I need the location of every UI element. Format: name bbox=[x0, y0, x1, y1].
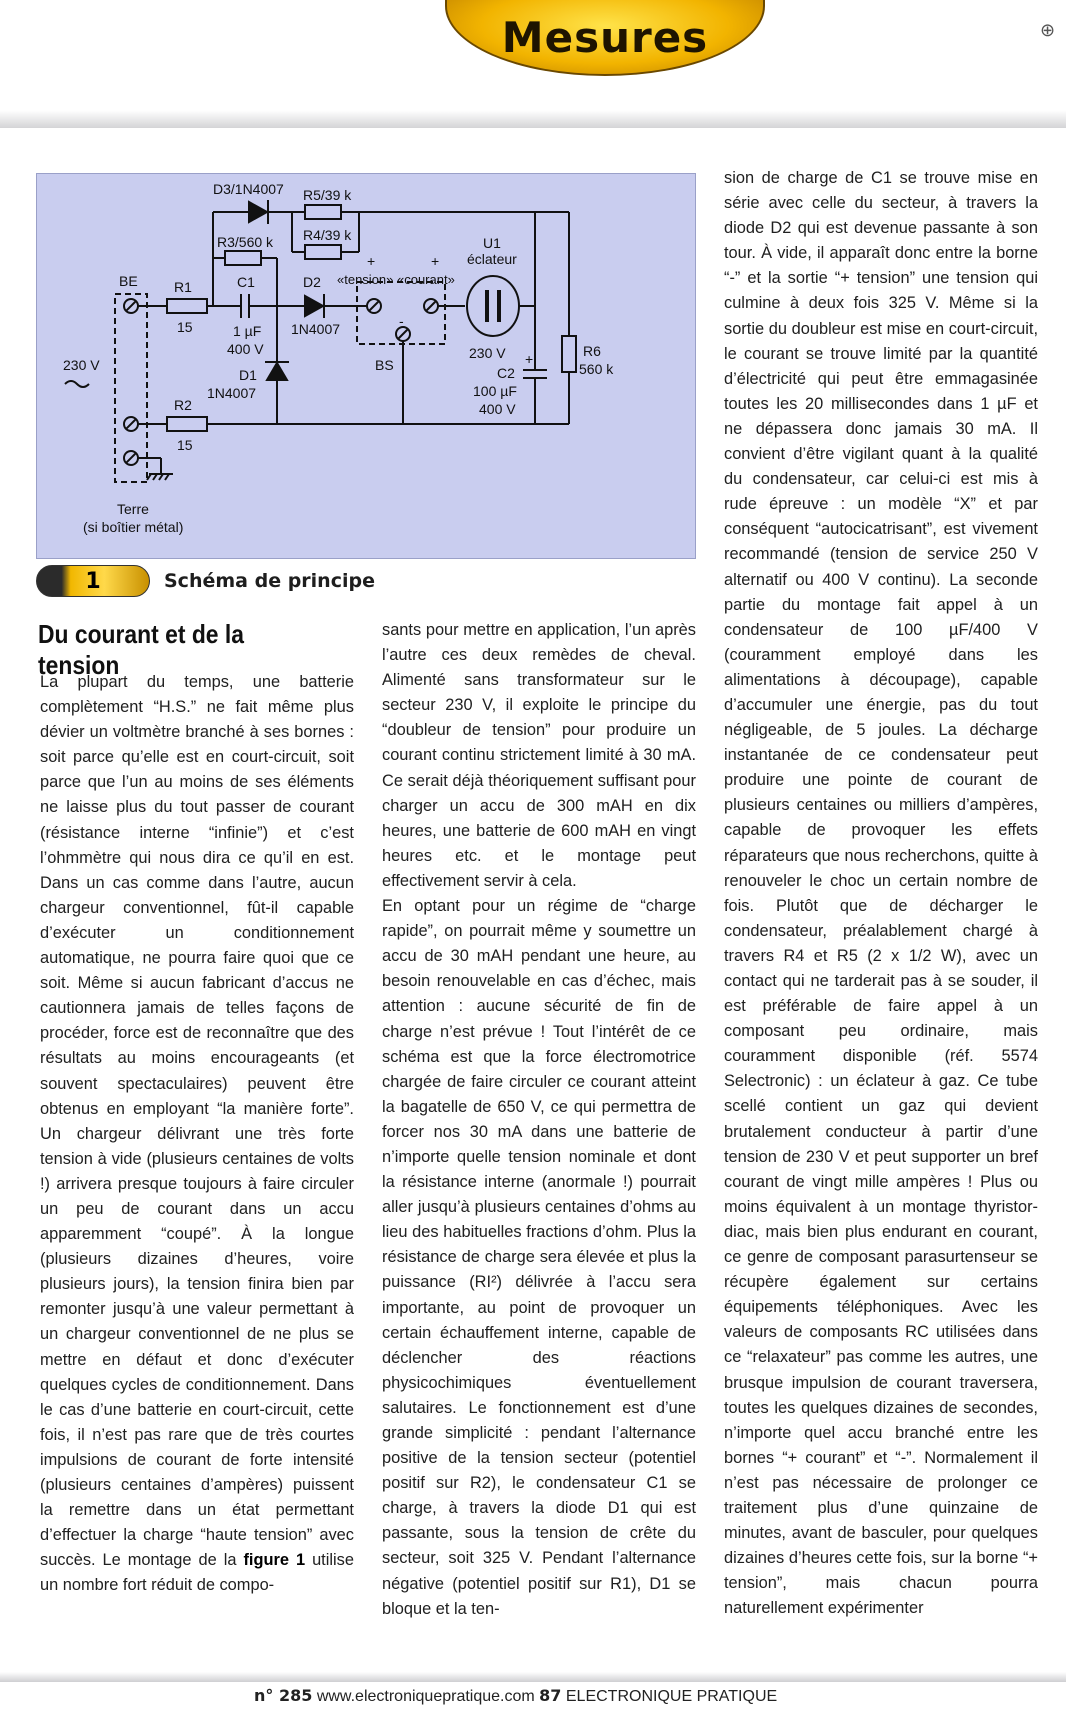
label-c2: C2 bbox=[497, 365, 515, 381]
label-r6-value: 560 k bbox=[579, 361, 614, 377]
label-d1-part: 1N4007 bbox=[207, 385, 257, 401]
footer-url: www.electroniquepratique.com bbox=[316, 1688, 535, 1705]
label-terre: Terre bbox=[117, 501, 149, 517]
label-r1-value: 15 bbox=[177, 319, 193, 335]
label-d2-part: 1N4007 bbox=[291, 321, 341, 337]
figure-number: 1 bbox=[85, 568, 101, 594]
label-tension-courant: «tension» «courant» bbox=[337, 272, 455, 287]
label-u1-voltage: 230 V bbox=[469, 345, 506, 361]
label-c1-voltage: 400 V bbox=[227, 341, 264, 357]
label-230v: 230 V bbox=[63, 357, 100, 373]
label-u1: U1 bbox=[483, 235, 501, 251]
circuit-schematic bbox=[36, 173, 696, 559]
column-2-paragraph-2: En optant pour un régime de “charge rapide”, on pourrait même y soumettre un accu de 30 mAH pendant une heure, au besoin renouvelable en cas d’échec, mais attention : aucune sécurité de fin de charge n’est prévue ! Tout l’intérêt de ce schéma est que la force électromotrice chargée de faire circuler ce courant atteint la bagatelle de 650 V, ce qui permettra de forcer nos 30 mA dans une batterie de n’importe quelle tension nominale et dont la résistance interne (anormale !) pourrait aller jusqu’à plusieurs centaines d’ohms au lieu des habituelles fractions d’ohm. Plus la résistance de charge sera élevée et plus la puissance (RI²) délivrée à l’accu sera importante, au point de provoquer un certain échauffement interne, capable de déclencher des réactions physicochimiques éventuellement salutaires. Le fonctionnement est d’une grande simplicité : pendant l’alternance positive de la tension secteur (potentiel positif sur R2), le condensateur C1 se charge, à travers la diode D1 qui est passante, sous la tension de crête du secteur, soit 325 V. Pendant l’alternance négative (potentiel positif sur R1), D1 se bloque et la ten- bbox=[382, 897, 696, 1618]
label-plus-courant: + bbox=[431, 253, 440, 269]
label-bs: BS bbox=[375, 357, 394, 373]
column-3-paragraph: sion de charge de C1 se trouve mise en série avec celle du secteur, à travers la diode D2 qui est devenue passante à son tour. À vide, il apparaît donc entre la borne “-” et la sortie “+ tension” une tension qui culmine à deux fois 325 V. Même si la sortie du doubleur est mise en court-circuit, le courant se trouve limité par la quantité d’électricité qui peut être emmagasinée toutes les 20 millisecondes dans 1 µF et ne dépassera donc jamais 30 mA. Il convient d’être vigilant quant à la qualité du condensateur, car celui-ci est mis à rude épreuve : un modèle “X” et par conséquent “autocicatrisant”, est vivement recommandé (tension de service 250 V alternatif ou 400 V continu). La seconde partie du montage fait appel à un condensateur de 100 µF/400 V (couramment employé dans les alimentations à découpage), capable d’accumuler une énergie, pas du tout négligeable, de 5 joules. La décharge instantanée de ce condensateur peut produire une pointe de courant de plusieurs centaines ou milliers d’ampères, capable de provoquer les effets réparateurs que nous recherchons, quitte à renouveler le choc un certain nombre de fois. Plutôt que de décharger le condensateur, préalablement chargé à travers R4 et R5 (2 x 1/2 W), avec un contact qui ne tarderait pas à se souder, il est préférable de faire appel à un composant peu ordinaire, mais couramment disponible (réf. 5574 Selectronic) : un éclateur à gaz. Ce tube scellé contient un gaz qui devient brutalement conducteur à partir d’une tension de 230 V et peut supporter un bref courant de vingt mille ampères ! Plus ou moins équivalent à un montage thyristor-diac, mais bien plus endurant en courant, ce genre de composant parasurtenseur se récupère également sur certains équipements téléphoniques. Avec les valeurs de composants RC utilisées dans ce “relaxateur” pas comme les autres, une brusque impulsion de courant traversera, toutes les quelques dizaines de secondes, n’importe quel accu branché entre les bornes “+ courant” et “-”. Normalement il n’est pas nécessaire de prolonger ce traitement plus d’une quinzaine de minutes, avant de basculer, pour quelques dizaines d’heures cette fois, sur la borne “+ tension”, mais chacun pourra naturellement expérimenter bbox=[724, 169, 1038, 1618]
label-r1: R1 bbox=[174, 279, 192, 295]
label-be: BE bbox=[119, 273, 138, 289]
magazine-name: ELECTRONIQUE PRATIQUE bbox=[565, 1688, 778, 1705]
figure-number-badge bbox=[36, 565, 150, 597]
label-r3: R3/560 k bbox=[217, 234, 274, 250]
figure-caption-row bbox=[36, 565, 375, 597]
column-1-text: La plupart du temps, une batterie complètement “H.S.” ne fait même plus dévier un voltmètre branché à ses bornes : soit parce qu’elle est en court-circuit, soit parce que l’un au moins de ses éléments ne laisse plus du tout passer de courant (résistance interne “infinie”) et c’est l’ohmmètre qui nous dira ce qu’il en est. Dans un cas comme dans l’autre, aucun chargeur conventionnel, fût-il capable d’exécuter un conditionnement automatique, ne pourra faire quoi que ce soit. Même si aucun fabricant d’accus ne cautionnera jamais de telles façons de procéder, force est de reconnaître que des résultats au moins encourageants (et souvent spectaculaires) peuvent être obtenus en employant “la manière forte”. Un chargeur délivrant une très forte tension à vide (plusieurs centaines de volts !) arrivera presque toujours à faire circuler un peu de courant dans un accu apparemment “coupé”. À la longue (plusieurs dizaines d’heures, voire plusieurs jours), la tension finira bien par remonter jusqu’à une valeur permettant à un chargeur conventionnel de ne plus se mettre en défaut et donc d’exécuter quelques cycles de conditionnement. Dans le cas d’une batterie en court-circuit, cette fois, il n’est pas rare que de très courtes impulsions de courant de forte intensité (plusieurs centaines d’ampères) puissent la remettre dans un état permettant d’effectuer la charge “haute tension” avec succès. Le montage de la bbox=[40, 673, 354, 1570]
label-c2-voltage: 400 V bbox=[479, 401, 516, 417]
label-r4: R4/39 k bbox=[303, 227, 352, 243]
figure-reference: figure 1 bbox=[243, 1551, 306, 1570]
label-d2: D2 bbox=[303, 274, 321, 290]
label-d1: D1 bbox=[239, 367, 257, 383]
label-r2-value: 15 bbox=[177, 437, 193, 453]
label-c1-capacitance: 1 µF bbox=[233, 323, 262, 339]
article-heading: Du courant et de la tension bbox=[38, 619, 244, 680]
page-number: 87 bbox=[539, 1686, 562, 1705]
footer-rule bbox=[0, 1672, 1066, 1682]
page-footer bbox=[254, 1686, 777, 1706]
label-r5: R5/39 k bbox=[303, 187, 352, 203]
label-plus-tension: + bbox=[367, 253, 376, 269]
label-c2-capacitance: 100 µF bbox=[473, 383, 517, 399]
label-c2-plus: + bbox=[525, 351, 534, 367]
issue-number: n° 285 bbox=[254, 1686, 313, 1705]
label-r2: R2 bbox=[174, 397, 192, 413]
column-2-paragraph-1: sants pour mettre en application, l’un après l’autre ces deux remèdes de cheval. Alimenté sans transformateur sur le secteur 230 V, il exploite le principe du “doubleur de tension” pour produire un courant continu strictement limité à 30 mA. Ce serait déjà théoriquement suffisant pour charger un accu de 300 mAH en dix heures, une batterie de 600 mAH en vingt heures etc. et le montage peut effectivement servir à cela. bbox=[382, 621, 696, 890]
article-column-1 bbox=[40, 670, 354, 1598]
label-eclateur: éclateur bbox=[467, 251, 517, 267]
figure-caption: Schéma de principe bbox=[164, 570, 375, 592]
article-column-2 bbox=[382, 618, 696, 1622]
column-1-paragraph bbox=[40, 670, 354, 1598]
column-1-end-text: utilise un nombre fort réduit de compo- bbox=[40, 1551, 354, 1595]
label-r6: R6 bbox=[583, 343, 601, 359]
label-terre-note: (si boîtier métal) bbox=[83, 519, 184, 535]
registration-mark: ⊕ bbox=[1040, 20, 1056, 40]
label-d3: D3/1N4007 bbox=[213, 181, 284, 197]
section-title: Mesures bbox=[501, 12, 709, 62]
article-column-3 bbox=[724, 166, 1038, 1621]
label-c1: C1 bbox=[237, 274, 255, 290]
label-minus: - bbox=[399, 313, 404, 329]
